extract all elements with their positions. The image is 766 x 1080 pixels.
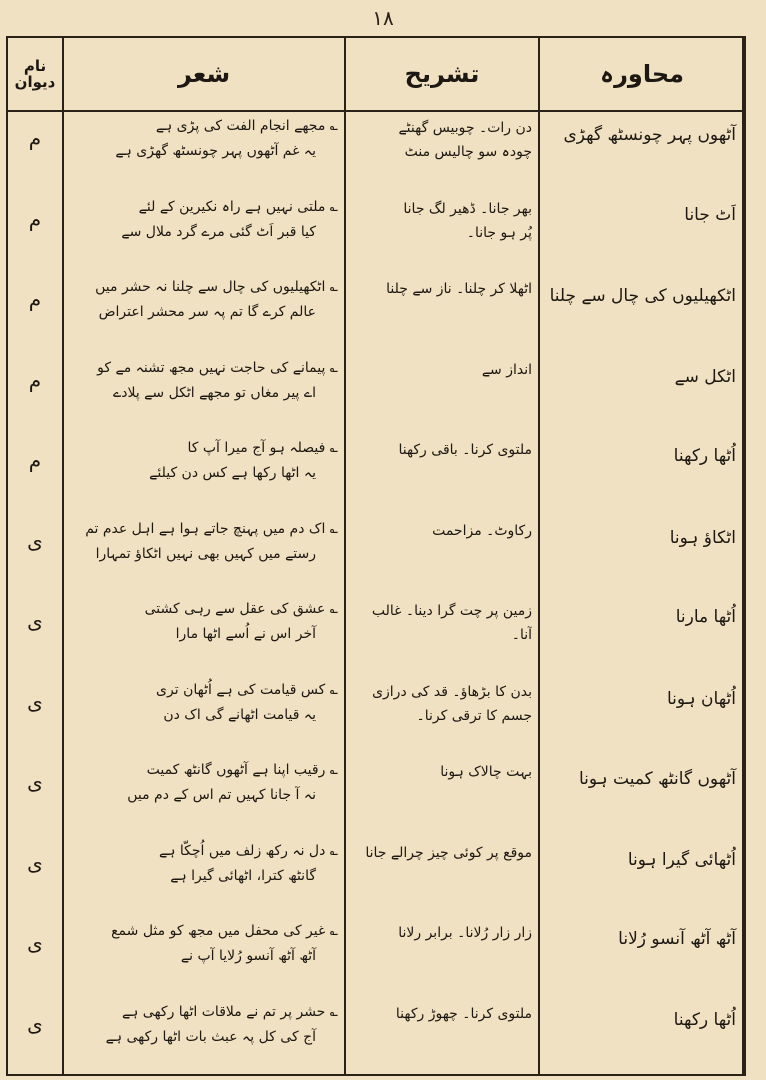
sher-line: اے پیر مغاں تو مجھے اٹکل سے پلادے: [113, 384, 316, 401]
table-row: [8, 674, 742, 755]
tashreeh-cell: [346, 513, 538, 543]
tashreeh-line: پُر ہو جانا۔: [466, 224, 532, 241]
sher-line: یہ غم آٹھوں پہر چونسٹھ گھڑی ہے: [115, 143, 316, 159]
sher-line: ؎ عشق کی عقل سے رہی کشتی: [144, 601, 338, 617]
tashreeh-line: ملتوی کرنا۔ باقی رکھنا: [398, 442, 532, 458]
sher-line: ؎ دل نہ رکھ زلف میں اُچکّا ہے: [159, 842, 338, 859]
sher-cell: [64, 271, 344, 325]
sher-line: ؎ اک دم میں پہنچ جاتے ہوا ہے اہل عدم تم: [85, 520, 338, 537]
diwan-cell: ی: [27, 528, 43, 553]
header-tashreeh: تشریح: [404, 59, 480, 88]
tashreeh-cell: [346, 996, 538, 1026]
muhavara-cell: اُٹھان ہونا: [666, 688, 736, 709]
header-diwan: نام دیوان: [14, 56, 56, 91]
tashreeh-cell: [346, 915, 538, 945]
tashreeh-line: رکاوٹ۔ مزاحمت: [432, 522, 532, 539]
diwan-cell: ی: [27, 689, 43, 714]
muhavara-cell: اُٹھا مارنا: [675, 607, 736, 627]
sher-cell: [64, 352, 344, 406]
table-row: [8, 754, 742, 835]
sher-cell: [64, 754, 344, 808]
muhavara-cell: آٹھوں پہر چونسٹھ گھڑی: [563, 125, 736, 145]
sher-cell: [64, 432, 344, 486]
table-row: [8, 915, 742, 996]
sher-cell: [64, 191, 344, 245]
muhavara-cell: آٹھوں گانٹھ کمیت ہونا: [578, 769, 736, 789]
muhavara-cell: آٹھ آٹھ آنسو رُلانا: [618, 929, 736, 949]
table-row: [8, 593, 742, 674]
diwan-cell: ی: [27, 1011, 43, 1036]
muhavara-cell: اُٹھائی گیرا ہونا: [627, 849, 736, 870]
tashreeh-line: موقع پر کوئی چیز چرالے جانا: [365, 844, 532, 861]
muhavara-cell: اٹکل سے: [674, 366, 736, 387]
sher-line: ؎ پیمانے کی حاجت نہیں مجھ تشنہ مے کو: [97, 359, 338, 376]
tashreeh-cell: [346, 754, 538, 784]
sher-line: ؎ فیصلہ ہو آج میرا آپ کا: [187, 440, 338, 456]
sher-line: آخر اس نے اُسے اٹھا مارا: [175, 626, 316, 642]
muhavara-cell: اٹکاؤ ہونا: [669, 527, 736, 548]
table-row: [8, 513, 742, 594]
sher-cell: [64, 593, 344, 647]
tashreeh-line: اٹھلا کر چلنا۔ ناز سے چلنا: [386, 281, 532, 297]
tashreeh-line: آنا۔: [511, 627, 532, 643]
header-muhavara: محاورہ: [600, 59, 684, 88]
sher-line: نہ آ جانا کہیں تم اس کے دم میں: [127, 787, 316, 803]
tashreeh-cell: [346, 432, 538, 462]
tashreeh-line: بدن کا بڑھاؤ۔ قد کی درازی: [372, 683, 532, 700]
sher-line: ؎ اٹکھیلیوں کی چال سے چلنا نہ حشر میں: [95, 279, 338, 295]
tashreeh-line: انداز سے: [481, 361, 532, 378]
sher-line: ؎ غیر کی محفل میں مجھ کو مثل شمع: [111, 923, 338, 939]
tashreeh-line: جسم کا ترقی کرنا۔: [416, 707, 532, 724]
diwan-cell: ی: [27, 770, 43, 794]
table-row: [8, 191, 742, 272]
tashreeh-line: بھر جانا۔ ڈھیر لگ جانا: [403, 200, 532, 217]
tashreeh-cell: [346, 191, 538, 245]
sher-line: کیا قبر اَٹ گئی مرے گرد ملال سے: [121, 223, 316, 240]
header-sher: شعر: [177, 59, 231, 88]
tashreeh-line: بہت چالاک ہونا: [440, 764, 532, 780]
sher-line: رستے میں کہیں بھی نہیں اٹکاؤ تمہارا: [95, 545, 316, 562]
tashreeh-cell: [346, 674, 538, 728]
sher-line: ؎ حشر پر تم نے ملاقات اٹھا رکھی ہے: [121, 1003, 338, 1020]
sher-line: گانٹھ کترا، اٹھائی گیرا ہے: [170, 867, 316, 884]
sher-cell: [64, 915, 344, 969]
table-row: [8, 271, 742, 352]
tashreeh-cell: [346, 271, 538, 301]
sher-cell: [64, 835, 344, 889]
tashreeh-cell: [346, 110, 538, 164]
diwan-cell: ی: [27, 609, 43, 633]
idiom-table: [6, 36, 746, 1076]
muhavara-cell: اٹکھیلیوں کی چال سے چلنا: [549, 286, 736, 306]
diwan-cell: م: [28, 206, 42, 231]
sher-line: یہ اٹھا رکھا ہے کس دن کیلئے: [149, 465, 316, 481]
sher-line: ؎ کس قیامت کی ہے اُٹھان تری: [156, 681, 338, 698]
sher-line: آٹھ آٹھ آنسو رُلایا آپ نے: [180, 948, 316, 964]
sher-line: ؎ رقیب اپنا ہے آٹھوں گانٹھ کمیت: [146, 762, 338, 778]
tashreeh-line: دن رات۔ چوبیس گھنٹے: [398, 120, 532, 136]
diwan-cell: م: [28, 448, 42, 472]
sher-line: یہ قیامت اٹھانے گی اک دن: [163, 706, 316, 723]
table-row: [8, 110, 742, 191]
muhavara-cell: اَٹ جانا: [684, 204, 736, 225]
table-row: [8, 996, 742, 1077]
tashreeh-line: زمین پر چت گرا دینا۔ غالب: [371, 603, 532, 619]
tashreeh-line: زار زار رُلانا۔ برابر رلانا: [398, 925, 532, 941]
sher-line: ؎ مجھے انجام الفت کی پڑی ہے: [155, 118, 338, 134]
diwan-cell: ی: [27, 850, 43, 875]
diwan-cell: م: [28, 367, 42, 392]
tashreeh-cell: [346, 835, 538, 865]
tashreeh-line: چودہ سو چالیس منٹ: [404, 144, 532, 160]
table-row: [8, 432, 742, 513]
sher-line: عالم کرے گا تم پہ سر محشر اعتراض: [98, 304, 316, 320]
page-number: ۱۸: [372, 6, 394, 30]
muhavara-cell: اُٹھا رکھنا: [673, 1009, 736, 1030]
diwan-cell: م: [28, 287, 42, 311]
table-header: [8, 38, 742, 112]
sher-cell: [64, 996, 344, 1050]
tashreeh-cell: [346, 593, 538, 647]
tashreeh-cell: [346, 352, 538, 382]
sher-cell: [64, 513, 344, 567]
table-row: [8, 835, 742, 916]
sher-line: ؎ ملتی نہیں ہے راہ نکیرین کے لئے: [138, 198, 338, 215]
sher-line: آج کی کل پہ عبث بات اٹھا رکھی ہے: [105, 1028, 316, 1045]
diwan-cell: ی: [27, 931, 43, 955]
tashreeh-line: ملتوی کرنا۔ چھوڑ رکھنا: [395, 1005, 532, 1022]
sher-cell: [64, 110, 344, 164]
sher-cell: [64, 674, 344, 728]
diwan-cell: م: [28, 126, 42, 150]
muhavara-cell: اُٹھا رکھنا: [673, 446, 736, 466]
table-body: [8, 110, 742, 1074]
table-row: [8, 352, 742, 433]
